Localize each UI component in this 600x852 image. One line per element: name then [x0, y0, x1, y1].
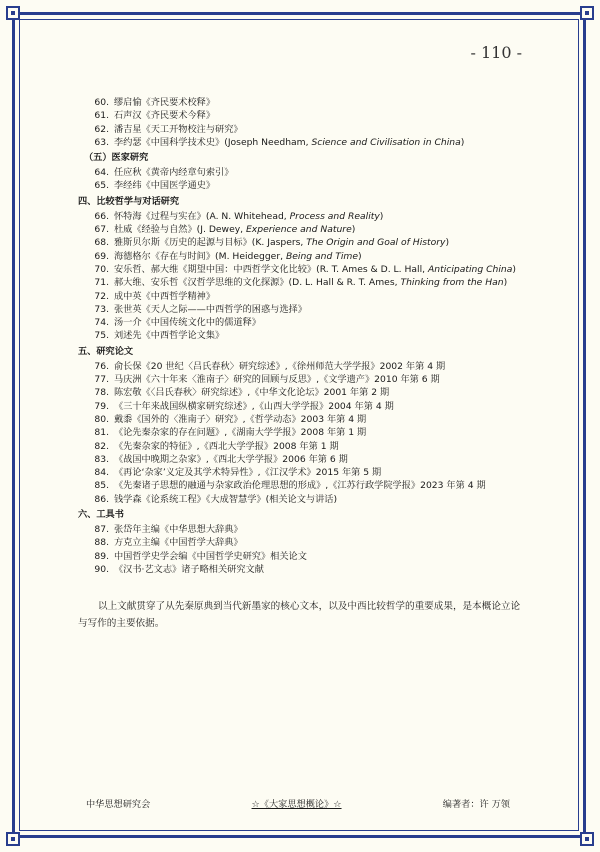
section-heading-comparative-philosophy: 四、比较哲学与对话研究	[78, 195, 180, 207]
section-heading-medicine: （五）医家研究	[84, 152, 149, 164]
bibliography-entry	[78, 386, 528, 399]
bibliography-entry	[78, 479, 528, 492]
entry-number: 79.	[94, 400, 109, 412]
entry-number: 67.	[94, 224, 109, 236]
entry-text: 《战国中晚期之杂家》,《西北大学学报》2006 年第 6 期	[114, 453, 348, 465]
entry-text: 俞长保《20 世纪〈吕氏春秋〉研究综述》,《徐州师范大学学报》2002 年第 4 期	[114, 360, 446, 372]
section-heading-reference-books: 六、工具书	[78, 509, 124, 521]
entry-list-comparative	[78, 210, 528, 343]
entry-text: 安乐哲、郝大维《期望中国：中西哲学文化比较》(R. T. Ames & D. L. Hall, Anticipating China)	[114, 263, 516, 275]
bibliography-entry	[78, 493, 528, 506]
bibliography-entry	[78, 263, 528, 276]
entry-text: 《汉书·艺文志》诸子略相关研究文献	[114, 563, 264, 575]
bibliography-entry	[78, 290, 528, 303]
bibliography-entry	[78, 123, 528, 136]
entry-list-agriculture	[78, 96, 528, 149]
entry-english-title: Being and Time	[285, 250, 359, 262]
footer-organization: 中华思想研究会	[86, 799, 151, 810]
entry-number: 76.	[94, 360, 109, 372]
entry-number: 72.	[94, 290, 109, 302]
entry-text: 海德格尔《存在与时间》(M. Heidegger, Being and Time)	[114, 250, 362, 262]
entry-text: 石声汉《齐民要术今释》	[114, 110, 216, 122]
entry-number: 74.	[94, 317, 109, 329]
bibliography-entry	[78, 166, 528, 179]
bibliography-entry	[78, 136, 528, 149]
entry-list-papers	[78, 360, 528, 506]
section-heading-research-papers: 五、研究论文	[78, 345, 134, 357]
entry-number: 89.	[94, 550, 109, 562]
entry-text: 杜威《经验与自然》(J. Dewey, Experience and Nature)	[114, 224, 356, 236]
entry-number: 65.	[94, 180, 109, 192]
entry-english-title: Experience and Nature	[246, 224, 352, 236]
entry-text: 李经纬《中国医学通史》	[114, 180, 216, 192]
bibliography-entry	[78, 563, 528, 576]
bibliography-entry	[78, 523, 528, 536]
page-footer	[86, 796, 510, 810]
bibliography-entry	[78, 250, 528, 263]
entry-number: 86.	[94, 493, 109, 505]
entry-number: 80.	[94, 413, 109, 425]
bibliography-entry	[78, 550, 528, 563]
entry-text: 怀特海《过程与实在》(A. N. Whitehead, Process and Reality)	[114, 210, 384, 222]
page-number: - 110 -	[470, 43, 522, 62]
bibliography	[78, 96, 528, 632]
entry-number: 66.	[94, 210, 109, 222]
entry-number: 87.	[94, 524, 109, 536]
bibliography-entry	[78, 453, 528, 466]
entry-number: 70.	[94, 263, 109, 275]
entry-text: 潘吉星《天工开物校注与研究》	[114, 123, 243, 135]
bibliography-entry	[78, 536, 528, 549]
bibliography-entry	[78, 373, 528, 386]
entry-text: 《三十年来战国纵横家研究综述》,《山西大学学报》2004 年第 4 期	[114, 400, 394, 412]
entry-number: 63.	[94, 136, 109, 148]
entry-english-title: Anticipating China	[428, 263, 513, 275]
entry-number: 61.	[94, 110, 109, 122]
entry-number: 62.	[94, 123, 109, 135]
entry-number: 77.	[94, 374, 109, 386]
entry-text: 刘述先《中西哲学论文集》	[114, 330, 225, 342]
entry-number: 88.	[94, 537, 109, 549]
bibliography-entry	[78, 96, 528, 109]
entry-text: 方克立主编《中国哲学大辞典》	[114, 537, 243, 549]
entry-english-title: Science and Civilisation in China	[311, 136, 461, 148]
footer-book-title: ☆《大家思想概论》☆	[251, 799, 342, 810]
entry-number: 78.	[94, 387, 109, 399]
entry-number: 84.	[94, 467, 109, 479]
bibliography-entry	[78, 360, 528, 373]
bibliography-entry	[78, 210, 528, 223]
entry-english-title: Thinking from the Han	[400, 277, 504, 289]
entry-number: 90.	[94, 563, 109, 575]
entry-text: 《再论‘杂家’义定及其学术特异性》,《江汉学术》2015 年第 5 期	[114, 467, 382, 479]
entry-number: 60.	[94, 97, 109, 108]
entry-text: 雅斯贝尔斯《历史的起源与目标》(K. Jaspers, The Origin and Goal of History)	[114, 237, 450, 249]
corner-ornament-top-left	[6, 6, 20, 20]
bibliography-entry	[78, 413, 528, 426]
entry-text: 马庆洲《六十年来〈淮南子〉研究的回顾与反思》,《文学遗产》2010 年第 6 期	[114, 374, 440, 386]
bibliography-entry	[78, 236, 528, 249]
entry-text: 汤一介《中国传统文化中的儒道释》	[114, 317, 261, 329]
entry-number: 85.	[94, 480, 109, 492]
entry-text: 陈宏敬《〈吕氏春秋〉研究综述》,《中华文化论坛》2001 年第 2 期	[114, 387, 390, 399]
bibliography-entry	[78, 276, 528, 289]
bibliography-entry	[78, 400, 528, 413]
entry-number: 73.	[94, 303, 109, 315]
entry-text: 郝大维、安乐哲《汉哲学思维的文化探源》(D. L. Hall & R. T. Ames, Thinking from the Han)	[114, 277, 508, 289]
entry-list-medicine	[78, 166, 528, 193]
footer-author: 编著者：许 万领	[442, 799, 510, 810]
entry-number: 64.	[94, 167, 109, 179]
bibliography-entry	[78, 316, 528, 329]
corner-ornament-bottom-left	[6, 832, 20, 846]
entry-number: 69.	[94, 250, 109, 262]
entry-text: 任应秋《黄帝内经章句索引》	[114, 167, 234, 179]
entry-number: 82.	[94, 440, 109, 452]
entry-text: 中国哲学史学会编《中国哲学史研究》相关论文	[114, 550, 307, 562]
entry-number: 71.	[94, 277, 109, 289]
corner-ornament-bottom-right	[580, 832, 594, 846]
entry-text: 张岱年主编《中华思想大辞典》	[114, 524, 243, 536]
entry-text: 《论先秦杂家的存在问题》,《湖南大学学报》2008 年第 1 期	[114, 427, 367, 439]
entry-text: 《先秦杂家的特征》,《西北大学学报》2008 年第 1 期	[114, 440, 339, 452]
entry-number: 81.	[94, 427, 109, 439]
bibliography-entry	[78, 426, 528, 439]
entry-english-title: The Origin and Goal of History	[306, 237, 446, 249]
entry-text: 《先秦诸子思想的融通与杂家政治伦理思想的形成》,《江苏行政学院学报》2023 年第 4 期	[114, 480, 486, 492]
entry-text: 戴黍《国外的〈淮南子〉研究》,《哲学动态》2003 年第 4 期	[114, 413, 367, 425]
entry-list-reference	[78, 523, 528, 576]
entry-number: 83.	[94, 453, 109, 465]
bibliography-entry	[78, 303, 528, 316]
entry-text: 张世英《天人之际——中西哲学的困惑与选择》	[114, 303, 307, 315]
entry-number: 68.	[94, 237, 109, 249]
bibliography-entry	[78, 329, 528, 342]
summary-paragraph: 以上文献贯穿了从先秦原典到当代新墨家的核心文本，以及中西比较哲学的重要成果，是本概论立论与写作的主要依据。	[78, 601, 521, 630]
entry-text: 缪启愉《齐民要术校释》	[114, 97, 216, 108]
entry-english-title: Process and Reality	[289, 210, 380, 222]
entry-number: 75.	[94, 330, 109, 342]
entry-text: 钱学森《论系统工程》《大成智慧学》(相关论文与讲话)	[114, 493, 338, 505]
corner-ornament-top-right	[580, 6, 594, 20]
bibliography-entry	[78, 179, 528, 192]
bibliography-entry	[78, 440, 528, 453]
entry-text: 成中英《中西哲学精神》	[114, 290, 216, 302]
bibliography-entry	[78, 223, 528, 236]
bibliography-entry	[78, 466, 528, 479]
bibliography-entry	[78, 109, 528, 122]
entry-text: 李约瑟《中国科学技术史》(Joseph Needham, Science and Civilisation in China)	[114, 136, 465, 148]
